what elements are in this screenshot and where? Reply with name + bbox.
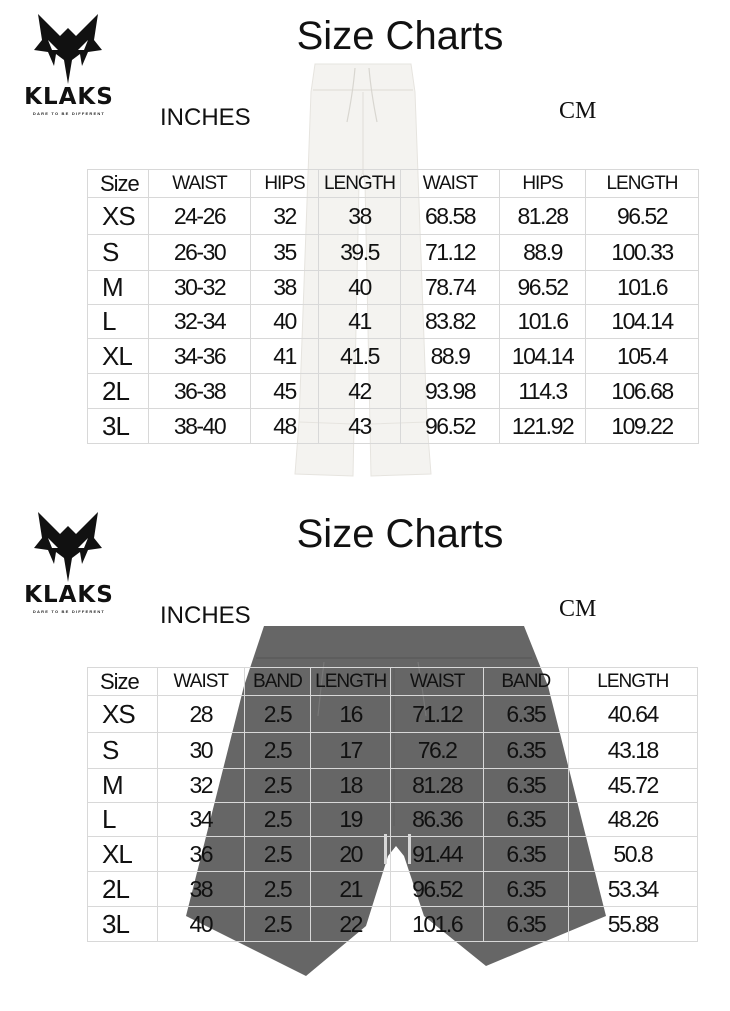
cell: 2.5 bbox=[244, 837, 310, 872]
brand-logo bbox=[8, 508, 128, 618]
header-length-in: LENGTH bbox=[311, 668, 391, 696]
cell: 48.26 bbox=[568, 803, 697, 837]
cell: 96.52 bbox=[391, 872, 484, 907]
cell: 100.33 bbox=[586, 235, 699, 271]
cm-label: CM bbox=[559, 596, 597, 622]
cell: 36 bbox=[157, 837, 244, 872]
inches-label: INCHES bbox=[160, 104, 251, 131]
cell: 32 bbox=[251, 198, 319, 235]
cell: 32 bbox=[157, 769, 244, 803]
brand-tagline: DARE TO BE DIFFERENT bbox=[32, 111, 106, 116]
size-cell: 3L bbox=[88, 907, 158, 942]
cell: 2.5 bbox=[244, 907, 310, 942]
cell: 30-32 bbox=[149, 271, 251, 305]
cell: 101.6 bbox=[391, 907, 484, 942]
brand-name: KLAKS bbox=[24, 84, 114, 110]
cell: 81.28 bbox=[500, 198, 586, 235]
size-cell: M bbox=[88, 271, 149, 305]
size-cell: L bbox=[88, 305, 149, 339]
cell: 6.35 bbox=[483, 803, 568, 837]
cell: 104.14 bbox=[586, 305, 699, 339]
header-size: Size bbox=[88, 668, 158, 696]
header-band-in: BAND bbox=[244, 668, 310, 696]
cell: 48 bbox=[251, 409, 319, 444]
cell: 36-38 bbox=[149, 374, 251, 409]
cell: 41 bbox=[319, 305, 401, 339]
chart-title: Size Charts bbox=[296, 512, 504, 556]
cell: 105.4 bbox=[586, 339, 699, 374]
brand-name: KLAKS bbox=[24, 582, 114, 608]
cell: 6.35 bbox=[483, 907, 568, 942]
cell: 24-26 bbox=[149, 198, 251, 235]
cell: 39.5 bbox=[319, 235, 401, 271]
cell: 45 bbox=[251, 374, 319, 409]
cell: 34 bbox=[157, 803, 244, 837]
header-hips-cm: HIPS bbox=[500, 170, 586, 198]
inches-label: INCHES bbox=[160, 602, 251, 629]
cell: 2.5 bbox=[244, 803, 310, 837]
cell: 38 bbox=[157, 872, 244, 907]
cell: 41.5 bbox=[319, 339, 401, 374]
shorts-size-table bbox=[87, 667, 698, 942]
table-row bbox=[88, 339, 699, 374]
cell: 6.35 bbox=[483, 769, 568, 803]
chart-title: Size Charts bbox=[296, 14, 504, 58]
cell: 78.74 bbox=[401, 271, 500, 305]
cell: 38-40 bbox=[149, 409, 251, 444]
cell: 35 bbox=[251, 235, 319, 271]
size-cell: XS bbox=[88, 198, 149, 235]
size-chart-shorts bbox=[0, 498, 730, 998]
header-waist-cm: WAIST bbox=[391, 668, 484, 696]
header-band-cm: BAND bbox=[483, 668, 568, 696]
cell: 22 bbox=[311, 907, 391, 942]
header-size: Size bbox=[88, 170, 149, 198]
cell: 68.58 bbox=[401, 198, 500, 235]
cell: 86.36 bbox=[391, 803, 484, 837]
cell: 6.35 bbox=[483, 696, 568, 733]
cell: 28 bbox=[157, 696, 244, 733]
table-row bbox=[88, 733, 698, 769]
cell: 53.34 bbox=[568, 872, 697, 907]
size-cell: XL bbox=[88, 339, 149, 374]
table-row bbox=[88, 374, 699, 409]
size-cell: 2L bbox=[88, 374, 149, 409]
size-cell: L bbox=[88, 803, 158, 837]
table-row bbox=[88, 803, 698, 837]
header-hips-in: HIPS bbox=[251, 170, 319, 198]
table-row bbox=[88, 271, 699, 305]
size-cell: 2L bbox=[88, 872, 158, 907]
cell: 6.35 bbox=[483, 837, 568, 872]
header-waist-in: WAIST bbox=[149, 170, 251, 198]
table-row bbox=[88, 872, 698, 907]
cell: 121.92 bbox=[500, 409, 586, 444]
cell: 55.88 bbox=[568, 907, 697, 942]
cell: 96.52 bbox=[500, 271, 586, 305]
cm-label: CM bbox=[559, 98, 597, 124]
brand-logo bbox=[8, 10, 128, 120]
size-cell: S bbox=[88, 733, 158, 769]
table-row bbox=[88, 409, 699, 444]
cell: 76.2 bbox=[391, 733, 484, 769]
brand-tagline: DARE TO BE DIFFERENT bbox=[32, 609, 106, 614]
size-cell: XS bbox=[88, 696, 158, 733]
cell: 40 bbox=[157, 907, 244, 942]
cell: 16 bbox=[311, 696, 391, 733]
cell: 41 bbox=[251, 339, 319, 374]
cell: 45.72 bbox=[568, 769, 697, 803]
cell: 6.35 bbox=[483, 733, 568, 769]
table-row bbox=[88, 907, 698, 942]
cell: 17 bbox=[311, 733, 391, 769]
table-header-row bbox=[88, 668, 698, 696]
cell: 26-30 bbox=[149, 235, 251, 271]
cell: 30 bbox=[157, 733, 244, 769]
cell: 43 bbox=[319, 409, 401, 444]
cell: 93.98 bbox=[401, 374, 500, 409]
header-length-cm: LENGTH bbox=[586, 170, 699, 198]
size-chart-pants bbox=[0, 0, 730, 500]
cell: 19 bbox=[311, 803, 391, 837]
header-waist-in: WAIST bbox=[157, 668, 244, 696]
table-header-row bbox=[88, 170, 699, 198]
cell: 38 bbox=[319, 198, 401, 235]
table-row bbox=[88, 305, 699, 339]
size-cell: M bbox=[88, 769, 158, 803]
cell: 81.28 bbox=[391, 769, 484, 803]
cell: 114.3 bbox=[500, 374, 586, 409]
table-row bbox=[88, 769, 698, 803]
cell: 32-34 bbox=[149, 305, 251, 339]
m-claw-logo-icon bbox=[8, 10, 128, 86]
cell: 34-36 bbox=[149, 339, 251, 374]
cell: 96.52 bbox=[586, 198, 699, 235]
cell: 101.6 bbox=[586, 271, 699, 305]
header-length-cm: LENGTH bbox=[568, 668, 697, 696]
cell: 71.12 bbox=[391, 696, 484, 733]
cell: 6.35 bbox=[483, 872, 568, 907]
pants-size-table bbox=[87, 169, 699, 444]
cell: 18 bbox=[311, 769, 391, 803]
cell: 2.5 bbox=[244, 872, 310, 907]
cell: 109.22 bbox=[586, 409, 699, 444]
size-cell: XL bbox=[88, 837, 158, 872]
cell: 71.12 bbox=[401, 235, 500, 271]
size-cell: S bbox=[88, 235, 149, 271]
cell: 40.64 bbox=[568, 696, 697, 733]
cell: 2.5 bbox=[244, 769, 310, 803]
cell: 106.68 bbox=[586, 374, 699, 409]
cell: 40 bbox=[319, 271, 401, 305]
cell: 2.5 bbox=[244, 733, 310, 769]
header-length-in: LENGTH bbox=[319, 170, 401, 198]
cell: 43.18 bbox=[568, 733, 697, 769]
cell: 91.44 bbox=[391, 837, 484, 872]
cell: 20 bbox=[311, 837, 391, 872]
cell: 38 bbox=[251, 271, 319, 305]
cell: 88.9 bbox=[401, 339, 500, 374]
cell: 83.82 bbox=[401, 305, 500, 339]
cell: 96.52 bbox=[401, 409, 500, 444]
cell: 40 bbox=[251, 305, 319, 339]
table-row bbox=[88, 837, 698, 872]
cell: 50.8 bbox=[568, 837, 697, 872]
cell: 21 bbox=[311, 872, 391, 907]
cell: 88.9 bbox=[500, 235, 586, 271]
table-row bbox=[88, 198, 699, 235]
cell: 2.5 bbox=[244, 696, 310, 733]
m-claw-logo-icon bbox=[8, 508, 128, 584]
header-waist-cm: WAIST bbox=[401, 170, 500, 198]
size-cell: 3L bbox=[88, 409, 149, 444]
cell: 104.14 bbox=[500, 339, 586, 374]
cell: 101.6 bbox=[500, 305, 586, 339]
table-row bbox=[88, 235, 699, 271]
cell: 42 bbox=[319, 374, 401, 409]
table-row bbox=[88, 696, 698, 733]
